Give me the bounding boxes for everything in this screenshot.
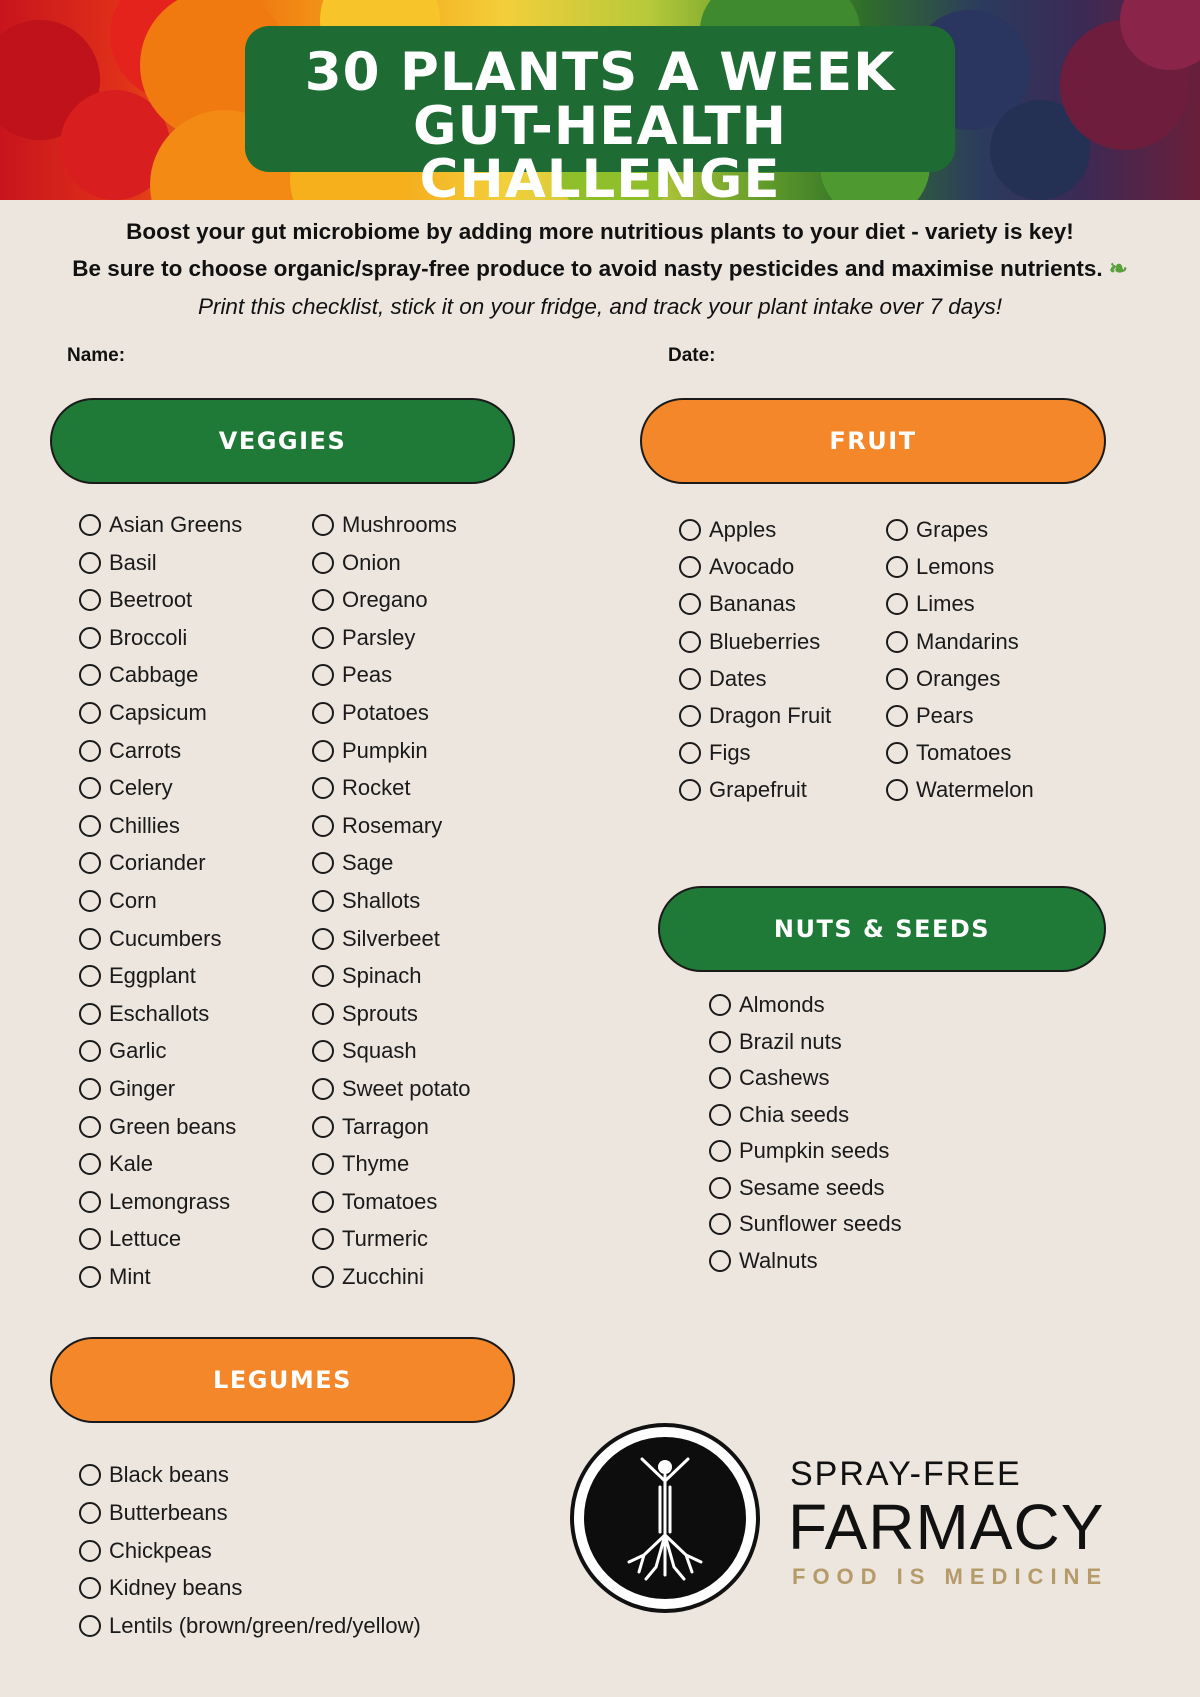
checkbox-circle-icon[interactable] <box>79 1003 101 1025</box>
checklist-item[interactable] <box>79 924 221 954</box>
checklist-item-label: Avocado <box>709 554 795 580</box>
checkbox-circle-icon[interactable] <box>312 1078 334 1100</box>
brand-line-2: FARMACY <box>788 1491 1105 1563</box>
checkbox-circle-icon[interactable] <box>312 702 334 724</box>
checkbox-circle-icon[interactable] <box>79 890 101 912</box>
checklist-item-label: Beetroot <box>109 587 193 613</box>
checkbox-circle-icon[interactable] <box>709 1250 731 1272</box>
checklist-item[interactable] <box>312 698 429 728</box>
produce-banner <box>0 0 1200 200</box>
checkbox-circle-icon[interactable] <box>79 552 101 574</box>
checklist-item-label: Thyme <box>342 1151 410 1177</box>
checklist-item-label: Cashews <box>739 1065 830 1090</box>
checkbox-circle-icon[interactable] <box>709 1177 731 1199</box>
checklist-item-label: Butterbeans <box>109 1499 228 1525</box>
checklist-item-label: Sage <box>342 850 394 876</box>
checklist-item-label: Tomatoes <box>342 1188 438 1214</box>
veggies-title: VEGGIES <box>218 427 347 455</box>
checklist-item-label: Green beans <box>109 1113 237 1139</box>
checkbox-circle-icon[interactable] <box>79 589 101 611</box>
checkbox-circle-icon[interactable] <box>886 779 908 801</box>
checklist-item-label: Mushrooms <box>342 512 457 537</box>
checklist-item[interactable] <box>312 1224 428 1254</box>
checklist-item-label: Sesame seeds <box>739 1174 885 1200</box>
checkbox-circle-icon[interactable] <box>312 1191 334 1213</box>
checklist-item-label: Zucchini <box>342 1264 424 1289</box>
checkbox-circle-icon[interactable] <box>312 815 334 837</box>
checklist-item-label: Turmeric <box>342 1226 428 1252</box>
checklist-item[interactable] <box>79 510 242 540</box>
checklist-item-label: Oregano <box>342 587 428 613</box>
checklist-item[interactable] <box>679 738 751 768</box>
checkbox-circle-icon[interactable] <box>886 631 908 653</box>
checklist-item[interactable] <box>679 515 776 545</box>
checklist-item[interactable] <box>79 886 157 916</box>
checklist-item-label: Lettuce <box>109 1226 182 1252</box>
checkbox-circle-icon[interactable] <box>312 740 334 762</box>
checklist-item[interactable] <box>709 990 825 1020</box>
checkbox-circle-icon[interactable] <box>312 1003 334 1025</box>
checklist-item[interactable] <box>312 510 457 540</box>
checklist-item-label: Pumpkin <box>342 737 428 763</box>
checkbox-circle-icon[interactable] <box>886 742 908 764</box>
checkbox-circle-icon[interactable] <box>79 514 101 536</box>
checklist-item-label: Oranges <box>916 665 1001 691</box>
checklist-item-label: Shallots <box>342 888 421 913</box>
checklist-item-label: Lemongrass <box>109 1188 231 1214</box>
checklist-item[interactable] <box>312 924 440 954</box>
checkbox-circle-icon[interactable] <box>79 740 101 762</box>
checklist-item[interactable] <box>709 1027 842 1057</box>
checklist-item-label: Potatoes <box>342 700 429 725</box>
tree-person-icon <box>584 1437 746 1599</box>
title-line-1: 30 PLANTS A WEEK <box>304 42 896 103</box>
checklist-item-label: Rocket <box>342 775 411 801</box>
checklist-item[interactable] <box>79 1460 229 1490</box>
checklist-item[interactable] <box>79 698 207 728</box>
checklist-item-label: Cucumbers <box>109 925 222 951</box>
checklist-item[interactable] <box>79 999 209 1029</box>
checkbox-circle-icon[interactable] <box>79 1577 101 1599</box>
date-label: Date: <box>668 345 716 366</box>
checklist-item[interactable] <box>312 999 418 1029</box>
nuts-seeds-title: NUTS & SEEDS <box>773 915 991 943</box>
checklist-item[interactable] <box>886 775 1034 805</box>
intro-line-2: Be sure to choose organic/spray-free produce to avoid nasty pesticides and maximise nutrients. <box>72 256 1103 281</box>
checklist-item[interactable] <box>886 515 988 545</box>
checkbox-circle-icon[interactable] <box>79 1078 101 1100</box>
checklist-item-label: Pears <box>916 703 974 728</box>
checklist-item[interactable] <box>312 1074 470 1104</box>
checkbox-circle-icon[interactable] <box>79 815 101 837</box>
checklist-item-label: Sweet potato <box>342 1076 471 1101</box>
checklist-item[interactable] <box>79 1498 228 1528</box>
checkbox-circle-icon[interactable] <box>79 965 101 987</box>
checklist-item[interactable] <box>312 811 442 841</box>
intro-line-2-wrap <box>0 256 1200 282</box>
checklist-item-label: Brazil nuts <box>739 1028 842 1054</box>
checkbox-circle-icon[interactable] <box>679 556 701 578</box>
checkbox-circle-icon[interactable] <box>312 664 334 686</box>
checkbox-circle-icon[interactable] <box>79 777 101 799</box>
checklist-item[interactable] <box>79 736 181 766</box>
checklist-item[interactable] <box>709 1246 818 1276</box>
checkbox-circle-icon[interactable] <box>312 1116 334 1138</box>
checklist-item[interactable] <box>312 548 401 578</box>
checklist-item[interactable] <box>79 1074 175 1104</box>
checklist-item-label: Corn <box>109 888 157 913</box>
checklist-item[interactable] <box>679 701 831 731</box>
checklist-item-label: Carrots <box>109 737 182 763</box>
checkbox-circle-icon[interactable] <box>79 1502 101 1524</box>
legumes-title: LEGUMES <box>213 1366 352 1394</box>
checklist-item-label: Parsley <box>342 624 416 650</box>
checkbox-circle-icon[interactable] <box>886 519 908 541</box>
checklist-item-label: Silverbeet <box>342 925 440 951</box>
checkbox-circle-icon[interactable] <box>709 1140 731 1162</box>
checklist-item[interactable] <box>709 1100 849 1130</box>
checklist-item[interactable] <box>709 1173 885 1203</box>
checklist-item-label: Bananas <box>709 591 796 617</box>
brand-logo <box>570 1423 760 1613</box>
checkbox-circle-icon[interactable] <box>312 777 334 799</box>
checkbox-circle-icon[interactable] <box>79 1153 101 1175</box>
checklist-item[interactable] <box>79 848 206 878</box>
checkbox-circle-icon[interactable] <box>79 928 101 950</box>
checklist-item-label: Watermelon <box>916 777 1034 803</box>
checklist-item[interactable] <box>886 627 1019 657</box>
checkbox-circle-icon[interactable] <box>709 1031 731 1053</box>
checklist-item[interactable] <box>79 1611 421 1641</box>
checklist-item-label: Chillies <box>109 812 180 838</box>
checklist-item-label: Spinach <box>342 963 422 989</box>
checklist-item[interactable] <box>79 961 196 991</box>
checkbox-circle-icon[interactable] <box>312 514 334 536</box>
checklist-item[interactable] <box>679 664 766 694</box>
checklist-item-label: Coriander <box>109 850 206 876</box>
checkbox-circle-icon[interactable] <box>709 1067 731 1089</box>
checklist-item[interactable] <box>79 1536 212 1566</box>
checkbox-circle-icon[interactable] <box>312 1266 334 1288</box>
checkbox-circle-icon[interactable] <box>679 742 701 764</box>
checklist-item-label: Broccoli <box>109 624 188 650</box>
checklist-item-label: Dragon Fruit <box>709 703 832 728</box>
checklist-item-label: Sunflower seeds <box>739 1211 902 1236</box>
checkbox-circle-icon[interactable] <box>79 1040 101 1062</box>
checkbox-circle-icon[interactable] <box>79 852 101 874</box>
checkbox-circle-icon[interactable] <box>79 1228 101 1250</box>
checklist-item[interactable] <box>312 848 393 878</box>
checklist-item-label: Celery <box>109 775 173 801</box>
checkbox-circle-icon[interactable] <box>312 1153 334 1175</box>
brand-line-1: SPRAY-FREE <box>790 1455 1022 1493</box>
checklist-item[interactable] <box>79 1036 166 1066</box>
checklist-item-label: Asian Greens <box>109 512 243 537</box>
checklist-item[interactable] <box>886 552 994 582</box>
checklist-item-label: Kidney beans <box>109 1575 243 1601</box>
checklist-item-label: Tarragon <box>342 1113 429 1139</box>
checklist-item-label: Sprouts <box>342 1000 418 1026</box>
checkbox-circle-icon[interactable] <box>312 627 334 649</box>
checklist-item[interactable] <box>886 738 1011 768</box>
checkbox-circle-icon[interactable] <box>709 1213 731 1235</box>
checklist-item-label: Figs <box>709 740 751 766</box>
checkbox-circle-icon[interactable] <box>679 705 701 727</box>
checklist-item[interactable] <box>886 664 1000 694</box>
checkbox-circle-icon[interactable] <box>679 668 701 690</box>
nuts-seeds-header <box>658 886 1106 972</box>
checklist-item-label: Eggplant <box>109 963 196 989</box>
checklist-item-label: Blueberries <box>709 628 821 654</box>
checklist-item-label: Cabbage <box>109 662 199 688</box>
checkbox-circle-icon[interactable] <box>79 664 101 686</box>
checklist-item[interactable] <box>79 660 198 690</box>
checklist-item-label: Kale <box>109 1151 154 1177</box>
checklist-item[interactable] <box>79 1149 153 1179</box>
checklist-item-label: Mint <box>109 1264 151 1289</box>
checklist-item[interactable] <box>79 773 173 803</box>
checklist-item-label: Rosemary <box>342 812 443 838</box>
checklist-item-label: Grapes <box>916 517 989 542</box>
checklist-item[interactable] <box>312 1149 409 1179</box>
checkbox-circle-icon[interactable] <box>886 593 908 615</box>
checklist-item[interactable] <box>312 961 422 991</box>
checkbox-circle-icon[interactable] <box>312 552 334 574</box>
checklist-item[interactable] <box>312 660 392 690</box>
checklist-item[interactable] <box>709 1136 889 1166</box>
checkbox-circle-icon[interactable] <box>79 1266 101 1288</box>
checklist-item[interactable] <box>79 1187 230 1217</box>
checklist-item-label: Black beans <box>109 1462 229 1487</box>
checklist-item[interactable] <box>79 585 192 615</box>
checkbox-circle-icon[interactable] <box>886 556 908 578</box>
fruit-header <box>640 398 1106 484</box>
sprout-icon: ❧ <box>1108 256 1128 281</box>
checkbox-circle-icon[interactable] <box>312 928 334 950</box>
checklist-item-label: Basil <box>109 549 157 575</box>
title-box <box>245 26 955 200</box>
checkbox-circle-icon[interactable] <box>709 1104 731 1126</box>
fruit-title: FRUIT <box>829 427 917 455</box>
checklist-item-label: Garlic <box>109 1038 167 1064</box>
checklist-item-label: Peas <box>342 662 393 688</box>
checklist-item[interactable] <box>709 1209 902 1239</box>
checkbox-circle-icon[interactable] <box>79 1615 101 1637</box>
checklist-item-label: Onion <box>342 549 401 575</box>
checklist-item-label: Tomatoes <box>916 740 1012 766</box>
checkbox-circle-icon[interactable] <box>679 593 701 615</box>
checkbox-circle-icon[interactable] <box>79 1116 101 1138</box>
checkbox-circle-icon[interactable] <box>312 890 334 912</box>
checklist-item[interactable] <box>886 701 973 731</box>
checkbox-circle-icon[interactable] <box>312 1228 334 1250</box>
checklist-item[interactable] <box>79 548 157 578</box>
checkbox-circle-icon[interactable] <box>312 589 334 611</box>
checkbox-circle-icon[interactable] <box>312 1040 334 1062</box>
checklist-item-label: Almonds <box>739 992 825 1017</box>
checkbox-circle-icon[interactable] <box>312 852 334 874</box>
checkbox-circle-icon[interactable] <box>886 668 908 690</box>
checklist-item[interactable] <box>312 886 420 916</box>
brand-tagline: FOOD IS MEDICINE <box>792 1564 1109 1589</box>
checkbox-circle-icon[interactable] <box>679 519 701 541</box>
checklist-item[interactable] <box>312 736 428 766</box>
name-label: Name: <box>67 345 126 366</box>
checklist-item[interactable] <box>312 1262 424 1292</box>
veggies-header <box>50 398 515 484</box>
checklist-item-label: Pumpkin seeds <box>739 1138 890 1163</box>
checklist-item-label: Lemons <box>916 554 995 580</box>
checkbox-circle-icon[interactable] <box>679 779 701 801</box>
checkbox-circle-icon[interactable] <box>79 1191 101 1213</box>
checklist-item[interactable] <box>79 1224 181 1254</box>
checklist-item[interactable] <box>312 773 410 803</box>
checkbox-circle-icon[interactable] <box>79 627 101 649</box>
checklist-item-label: Mandarins <box>916 628 1019 654</box>
checklist-item[interactable] <box>679 552 794 582</box>
checklist-item-label: Capsicum <box>109 700 207 725</box>
checkbox-circle-icon[interactable] <box>679 631 701 653</box>
checkbox-circle-icon[interactable] <box>312 965 334 987</box>
legumes-header <box>50 1337 515 1423</box>
checklist-item-label: Dates <box>709 665 767 691</box>
checklist-item[interactable] <box>679 589 796 619</box>
checklist-item[interactable] <box>709 1063 829 1093</box>
checklist-item[interactable] <box>886 589 975 619</box>
checkbox-circle-icon[interactable] <box>79 702 101 724</box>
checklist-item[interactable] <box>79 1262 151 1292</box>
checklist-item-label: Grapefruit <box>709 777 807 803</box>
checklist-item[interactable] <box>79 1112 236 1142</box>
checklist-item-label: Ginger <box>109 1076 176 1101</box>
checklist-item-label: Squash <box>342 1038 417 1064</box>
checklist-item[interactable] <box>79 623 187 653</box>
checklist-item[interactable] <box>312 1112 429 1142</box>
checklist-item[interactable] <box>679 627 820 657</box>
checklist-item-label: Chia seeds <box>739 1101 850 1127</box>
checklist-item-label: Chickpeas <box>109 1537 212 1563</box>
checkbox-circle-icon[interactable] <box>886 705 908 727</box>
intro-line-3: Print this checklist, stick it on your fridge, and track your plant intake over 7 days! <box>197 294 1003 319</box>
checklist-item-label: Walnuts <box>739 1247 818 1273</box>
checklist-item[interactable] <box>312 1187 437 1217</box>
checklist-item[interactable] <box>79 811 180 841</box>
intro-line-1: Boost your gut microbiome by adding more nutritious plants to your diet - variety is key! <box>126 219 1074 244</box>
checklist-item[interactable] <box>312 1036 417 1066</box>
checkbox-circle-icon[interactable] <box>709 994 731 1016</box>
checklist-item-label: Apples <box>709 517 777 542</box>
checklist-item-label: Eschallots <box>109 1000 210 1026</box>
checklist-item[interactable] <box>312 623 415 653</box>
title-line-2: GUT-HEALTH CHALLENGE <box>413 96 787 200</box>
checklist-item-label: Lentils (brown/green/red/yellow) <box>109 1613 421 1639</box>
checklist-item[interactable] <box>312 585 428 615</box>
checklist-item-label: Limes <box>916 591 975 617</box>
checklist-item[interactable] <box>679 775 807 805</box>
checkbox-circle-icon[interactable] <box>79 1540 101 1562</box>
checkbox-circle-icon[interactable] <box>79 1464 101 1486</box>
checklist-item[interactable] <box>79 1573 242 1603</box>
